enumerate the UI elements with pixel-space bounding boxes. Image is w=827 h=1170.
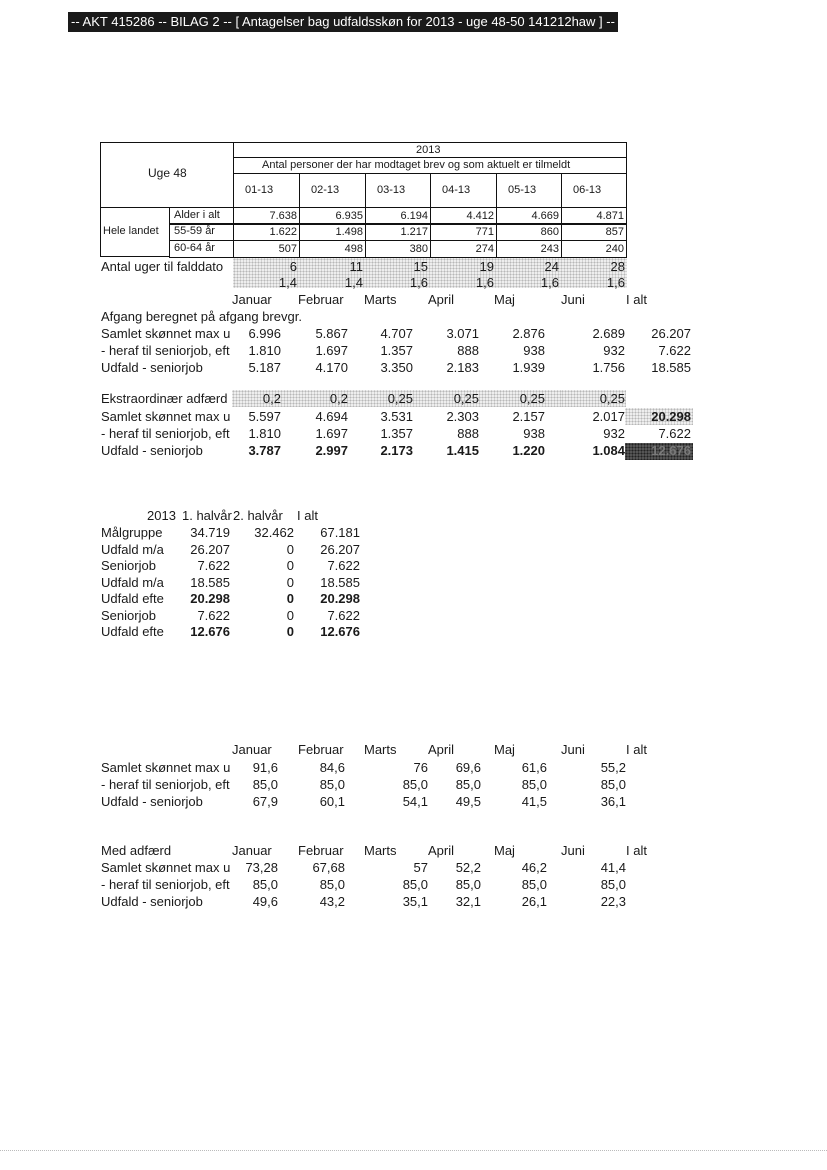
row-value: 4.170 — [315, 360, 348, 375]
pct-value: 67,9 — [252, 794, 278, 809]
weeks-value: 24 — [544, 259, 559, 274]
document-header: -- AKT 415286 -- BILAG 2 -- [ Antagelser bag udfaldsskøn for 2013 - uge 48-50 141212haw ] -- — [68, 12, 618, 32]
row-label: 60-64 år — [174, 242, 215, 254]
data-cell: 7.638 — [269, 210, 297, 222]
halfyear-value: 0 — [286, 607, 294, 623]
row-value: 7.622 — [658, 343, 691, 358]
month-header: Juni — [561, 292, 585, 307]
pct-value: 85,0 — [521, 777, 547, 792]
behaviour-label: Ekstraordinær adfærd — [101, 391, 228, 406]
month-header: Maj — [494, 843, 515, 858]
row-value: 4.707 — [380, 326, 413, 341]
pct-value: 43,2 — [319, 894, 345, 909]
data-cell: 860 — [540, 226, 559, 238]
pct-row-label: Samlet skønnet max u — [101, 860, 231, 875]
row-value: 932 — [603, 426, 625, 441]
row-value: 7.622 — [658, 426, 691, 441]
month-header: I alt — [626, 292, 647, 307]
pct-value: 52,2 — [455, 860, 481, 875]
pct-value: 49,5 — [455, 794, 481, 809]
row-value: 5.187 — [248, 360, 281, 375]
row-label: 55-59 år — [174, 225, 215, 237]
data-cell: 4.412 — [466, 210, 494, 222]
weeks-value: 11 — [349, 259, 363, 274]
pct-value: 85,0 — [252, 877, 278, 892]
halfyear-row-label: Udfald m/a — [101, 541, 164, 557]
section-title: Afgang beregnet på afgang brevgr. — [101, 309, 302, 324]
month-header: April — [428, 742, 455, 757]
halfyear-value: 32.462 — [254, 525, 294, 540]
pct-row-label: - heraf til seniorjob, eft — [101, 877, 230, 892]
pct-value: 60,1 — [319, 794, 345, 809]
data-cell: 4.669 — [531, 210, 559, 222]
data-cell: 4.871 — [596, 210, 624, 222]
pct-value: 35,1 — [402, 894, 428, 909]
halfyear-row-label: Seniorjob — [101, 607, 156, 623]
weeks-value: 19 — [479, 259, 494, 274]
halfyear-value: 20.298 — [190, 591, 230, 606]
row-value: 1.415 — [446, 443, 479, 458]
behaviour-factor: 0,25 — [453, 391, 479, 406]
row-value: 3.531 — [380, 409, 413, 424]
halfyear-value: 18.585 — [190, 574, 230, 590]
page-bottom-divider — [0, 1150, 827, 1151]
weeks-value: 15 — [413, 259, 428, 274]
row-value: 3.350 — [380, 360, 413, 375]
data-cell: 1.217 — [400, 226, 428, 238]
pct-value: 57 — [413, 860, 428, 875]
row-value: 5.597 — [248, 409, 281, 424]
pct-value: 91,6 — [252, 760, 278, 775]
pct-row-label: Udfald - seniorjob — [101, 794, 203, 809]
data-cell: 240 — [605, 243, 624, 255]
halfyear-row-label: Seniorjob — [101, 558, 156, 573]
pct-value: 85,0 — [455, 777, 481, 792]
halfyear-year: 2013 — [147, 508, 176, 523]
halfyear-value: 26.207 — [190, 541, 230, 557]
weeks-label: Antal uger til falddato — [101, 259, 224, 274]
halfyear-value: 0 — [286, 591, 294, 606]
halfyear-row-label: Udfald m/a — [101, 574, 164, 590]
halfyear-value: 0 — [286, 624, 294, 639]
row-value: 1.697 — [315, 343, 348, 358]
row-value: 18.585 — [651, 360, 691, 375]
row-label: Samlet skønnet max u — [101, 326, 231, 341]
halfyear-value: 0 — [286, 558, 294, 573]
data-cell: 6.194 — [400, 210, 428, 222]
data-cell: 274 — [475, 243, 494, 255]
data-cell: 857 — [605, 226, 624, 238]
row-value: 2.017 — [592, 409, 625, 424]
table-year: 2013 — [416, 144, 441, 156]
row-label: - heraf til seniorjob, eft — [101, 426, 230, 441]
row-value: 3.787 — [248, 443, 281, 458]
pct-value: 85,0 — [402, 877, 428, 892]
factor-value: 1,6 — [540, 275, 559, 290]
data-cell: 1.622 — [269, 226, 297, 238]
pct-value: 85,0 — [521, 877, 547, 892]
row-label: Alder i alt — [174, 209, 220, 221]
pct-value: 85,0 — [402, 777, 428, 792]
pct-row-label: Udfald - seniorjob — [101, 894, 203, 909]
halfyear-value: 26.207 — [320, 541, 360, 557]
pct-value: 61,6 — [521, 760, 547, 775]
pct-value: 85,0 — [455, 877, 481, 892]
behaviour-factor: 0,2 — [262, 391, 281, 406]
row-label: - heraf til seniorjob, eft — [101, 343, 230, 358]
pct2-title: Med adfærd — [101, 843, 172, 858]
halfyear-value: 20.298 — [320, 591, 360, 606]
row-value: 12.676 — [651, 443, 691, 458]
pct-value: 41,4 — [600, 860, 626, 875]
data-cell: 380 — [409, 243, 428, 255]
column-header: 03-13 — [377, 184, 406, 196]
pct-value: 41,5 — [521, 794, 547, 809]
row-value: 20.298 — [651, 409, 691, 424]
row-value: 1.357 — [380, 343, 413, 358]
factor-value: 1,4 — [344, 275, 363, 290]
pct-value: 73,28 — [245, 860, 278, 875]
halfyear-value: 7.622 — [197, 607, 230, 623]
row-value: 2.157 — [512, 409, 545, 424]
column-header: 04-13 — [442, 184, 471, 196]
row-value: 3.071 — [446, 326, 479, 341]
pct-value: 55,2 — [600, 760, 626, 775]
row-value: 1.939 — [512, 360, 545, 375]
row-value: 888 — [457, 426, 479, 441]
month-header: I alt — [626, 742, 647, 757]
row-value: 1.810 — [248, 426, 281, 441]
month-header: Juni — [561, 843, 585, 858]
pct-value: 85,0 — [600, 777, 626, 792]
pct-row-label: Samlet skønnet max u — [101, 760, 231, 775]
row-value: 4.694 — [315, 409, 348, 424]
month-header: Maj — [494, 742, 515, 757]
halfyear-h1: 1. halvår — [182, 508, 232, 523]
row-value: 938 — [523, 343, 545, 358]
week-label: Uge 48 — [148, 166, 187, 180]
row-value: 1.697 — [315, 426, 348, 441]
row-value: 1.220 — [512, 443, 545, 458]
data-cell: 1.498 — [335, 226, 363, 238]
data-cell: 498 — [344, 243, 363, 255]
halfyear-value: 0 — [286, 574, 294, 590]
row-value: 26.207 — [651, 326, 691, 341]
factor-value: 1,6 — [606, 275, 625, 290]
pct-value: 49,6 — [252, 894, 278, 909]
column-header: 02-13 — [311, 184, 340, 196]
row-value: 2.303 — [446, 409, 479, 424]
halfyear-total: I alt — [297, 508, 318, 523]
pct-row-label: - heraf til seniorjob, eft — [101, 777, 230, 792]
behaviour-factor: 0,25 — [519, 391, 545, 406]
group-label: Hele landet — [103, 225, 159, 237]
data-cell: 771 — [475, 226, 494, 238]
halfyear-value: 7.622 — [327, 607, 360, 623]
month-header: Marts — [364, 843, 397, 858]
row-label: Udfald - seniorjob — [101, 360, 203, 375]
month-header: Januar — [232, 843, 272, 858]
pct-value: 54,1 — [402, 794, 428, 809]
row-value: 2.997 — [315, 443, 348, 458]
column-header: 05-13 — [508, 184, 537, 196]
halfyear-value: 18.585 — [320, 574, 360, 590]
data-cell: 243 — [540, 243, 559, 255]
factor-value: 1,6 — [475, 275, 494, 290]
row-value: 888 — [457, 343, 479, 358]
row-value: 1.810 — [248, 343, 281, 358]
halfyear-value: 12.676 — [190, 624, 230, 639]
weeks-value: 6 — [289, 259, 297, 274]
month-header: I alt — [626, 843, 647, 858]
pct-value: 76 — [413, 760, 428, 775]
month-header: Marts — [364, 742, 397, 757]
month-header: Februar — [298, 292, 344, 307]
pct-value: 85,0 — [600, 877, 626, 892]
pct-value: 84,6 — [319, 760, 345, 775]
row-value: 932 — [603, 343, 625, 358]
row-value: 938 — [523, 426, 545, 441]
pct-value: 85,0 — [319, 777, 345, 792]
halfyear-value: 7.622 — [197, 558, 230, 573]
pct-value: 69,6 — [455, 760, 481, 775]
row-label: Udfald - seniorjob — [101, 443, 203, 458]
behaviour-factor: 0,2 — [329, 391, 348, 406]
row-value: 6.996 — [248, 326, 281, 341]
month-header: April — [428, 292, 455, 307]
pct-value: 32,1 — [455, 894, 481, 909]
month-header: Maj — [494, 292, 515, 307]
pct-value: 67,68 — [312, 860, 345, 875]
halfyear-row-label: Målgruppe — [101, 525, 163, 540]
column-header: 06-13 — [573, 184, 602, 196]
weeks-value: 28 — [610, 259, 625, 274]
halfyear-row-label: Udfald efte — [101, 624, 164, 639]
month-header: Juni — [561, 742, 585, 757]
column-header: 01-13 — [245, 184, 274, 196]
pct-value: 26,1 — [521, 894, 547, 909]
table-subheader: Antal personer der har modtaget brev og som aktuelt er tilmeldt — [262, 159, 571, 171]
month-header: Februar — [298, 843, 344, 858]
row-value: 1.084 — [592, 443, 625, 458]
halfyear-value: 0 — [286, 541, 294, 557]
halfyear-value: 67.181 — [320, 525, 360, 540]
row-value: 1.756 — [592, 360, 625, 375]
behaviour-factor: 0,25 — [387, 391, 413, 406]
pct-value: 85,0 — [319, 877, 345, 892]
data-cell: 6.935 — [335, 210, 363, 222]
pct-value: 22,3 — [600, 894, 626, 909]
pct-value: 85,0 — [252, 777, 278, 792]
row-value: 2.689 — [592, 326, 625, 341]
halfyear-value: 7.622 — [327, 558, 360, 573]
month-header: Januar — [232, 742, 272, 757]
row-value: 1.357 — [380, 426, 413, 441]
pct-value: 36,1 — [600, 794, 626, 809]
halfyear-value: 34.719 — [190, 525, 230, 540]
row-value: 2.183 — [446, 360, 479, 375]
pct-value: 46,2 — [521, 860, 547, 875]
row-label: Samlet skønnet max u — [101, 409, 231, 424]
row-value: 2.173 — [380, 443, 413, 458]
month-header: Januar — [232, 292, 272, 307]
behaviour-factor: 0,25 — [599, 391, 625, 406]
halfyear-value: 12.676 — [320, 624, 360, 639]
halfyear-row-label: Udfald efte — [101, 591, 164, 606]
month-header: April — [428, 843, 455, 858]
factor-value: 1,6 — [409, 275, 428, 290]
row-value: 2.876 — [512, 326, 545, 341]
data-cell: 507 — [278, 243, 297, 255]
row-value: 5.867 — [315, 326, 348, 341]
month-header: Marts — [364, 292, 397, 307]
month-header: Februar — [298, 742, 344, 757]
halfyear-h2: 2. halvår — [233, 508, 283, 523]
factor-value: 1,4 — [278, 275, 297, 290]
